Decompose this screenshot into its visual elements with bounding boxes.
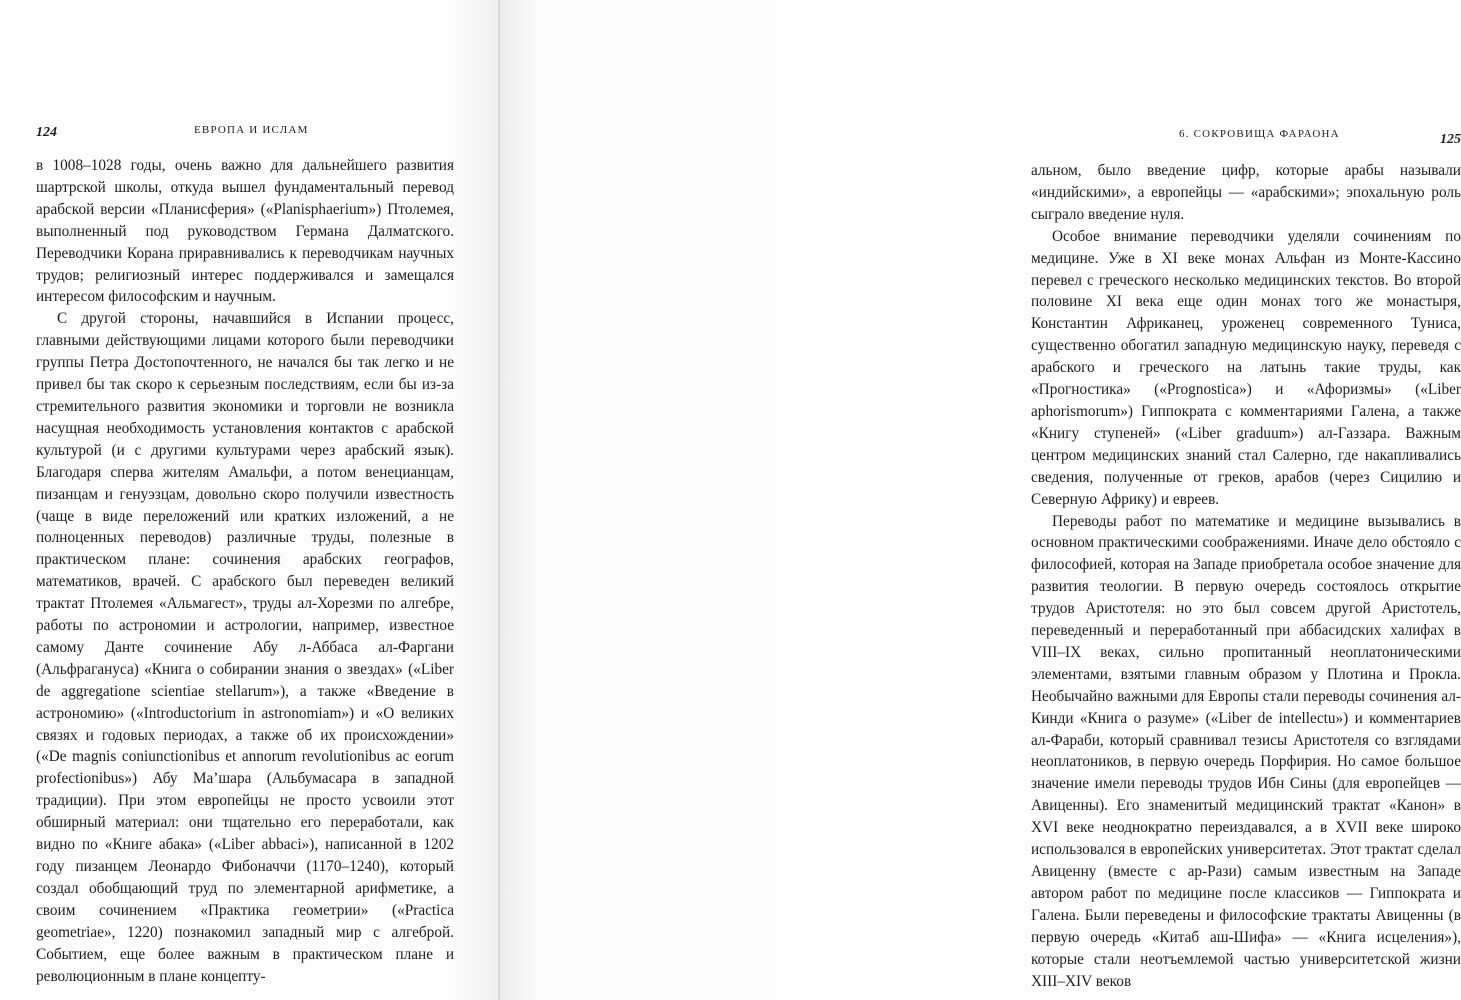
left-running-head: ЕВРОПА И ИСЛАМ: [194, 124, 309, 136]
paragraph: С другой стороны, начавшийся в Испании процесс, главными действующими лицами которого были переводчики группы Петра Достопочтенного, не начался бы так легко и не привел бы так скоро к серьезным последствиям, если бы из-за стремительного развития экономики и торговли не возникла насущная необходимость установления контактов с арабской культурой (и с другими культурами через арабский язык). Благодаря сперва жителям Амальфи, а потом венецианцам, пизанцам и генуэзцам, довольно скоро получили известность (чаще в виде переложений или кратких изложений, а не полноценных переводов) различные труды, полезные в практическом плане: сочинения арабских географов, математиков, врачей. С арабского был переведен великий трактат Птолемея «Альмагест», труды ал-Хорезми по алгебре, работы по астрономии и астрологии, например, известное самому Данте сочинение Абу л-Аббаса ал-Фаргани (Альфрагануса) «Книга о собирании знания о звездах» («Liber de aggregatione scientiae stellarum»), а также «Введение в астрономию» («Introductorium in astronomiam») и «О великих связях и годовых периодах, а также об их происхождении» («De magnis coniunctionibus et annorum revolutionibus ac eorum profectionibus») Абу Ма’шара (Альбумасара в западной традиции). При этом европейцы не просто усвоили этот обширный материал: они тщательно его переработали, как видно по «Книге абака» («Liber abbaci»), написанной в 1202 году пизанцем Леонардо Фибоначчи (1170–1240), который создал обобщающий труд по элементарной арифметике, а своим сочинением «Практика геометрии» («Practica geometriae», 1220) познакомил западный мир с алгеброй. Событием, еще более важным в практическом плане и революционным в плане концепту-: [36, 310, 454, 985]
paragraph: Особое внимание переводчики уделяли сочинениям по медицине. Уже в XI веке монах Альфан из Монте-Кассино перевел с греческого несколько медицинских текстов. Во второй половине XI века еще один монах того же монастыря, Константин Африканец, уроженец современного Туниса, существенно обогатил западную медицинскую науку, переведя с арабского и греческого на латынь такие труды, как «Прогностика» («Prognostica») и «Афоризмы» («Liber aphorismorum») Гиппократа с комментариями Галена, а также «Книгу ступеней» («Liber graduum») ал-Газзара. Важным центром медицинских знаний стал Салерно, где накапливались сведения, полученные от греков, арабов (через Сицилию и Северную Африку) и евреев.: [1031, 227, 1461, 508]
paragraph: Переводы работ по математике и медицине вызывались в основном практическими соображениями. Иначе дело обстояло с философией, которая на Западе приобретала особое значение для развития теологии. В первую очередь состоялось открытие трудов Аристотеля: но это был совсем другой Аристотель, переведенный и переработанный при аббасидских халифах в VIII–IX веках, сильно пропитанный неоплатоническими элементами, взятыми главным образом у Плотина и Прокла. Необычайно важными для Европы стали переводы сочинения ал-Кинди «Книга о разуме» («Liber de intellectu») и комментариев ал-Фараби, который сравнивал тезисы Аристотеля со взглядами неоплатоников, в первую очередь Порфирия. Но самое большое значение имели переводы трудов Ибн Сины (для европейцев — Авиценны). Его знаменитый медицинский трактат «Канон» в XVI веке неоднократно переиздавался, а в XVII веке широко использовался в европейских университетах. Этот трактат сделал Авиценну (вместе с ар-Рази) самым известным на Западе автором работ по медицине после классиков — Гиппократа и Галена. Были переведены и философские трактаты Авиценны (в первую очередь «Китаб аш-Шифа» — «Книга исцеления»), которые стали неотъемлемой частью университетской жизни XIII–XIV веков: [1031, 512, 1461, 990]
right-running-head: 6. СОКРОВИЩА ФАРАОНА: [1179, 128, 1340, 140]
left-page: [0, 0, 500, 1000]
left-page-number: 124: [36, 125, 57, 140]
left-page-header: [36, 122, 454, 144]
right-page-text: [1031, 160, 1461, 992]
left-page-text: [36, 155, 454, 987]
paragraph: альном, было введение цифр, которые арабы называли «индийскими», а европейцы — «арабскими»; эпохальную роль сыграло введение нуля.: [1031, 162, 1461, 223]
right-page: [500, 0, 1461, 1000]
right-page-number: 125: [1440, 132, 1461, 147]
right-page-header: [1031, 122, 1461, 147]
paragraph: в 1008–1028 годы, очень важно для дальнейшего развития шартрской школы, откуда вышел фундаментальный перевод арабской версии «Планисферия» («Planisphaerium») Птолемея, выполненный под руководством Германа Далматского. Переводчики Корана приравнивались к переводчикам научных трудов; религиозный интерес поддерживался и замещался интересом философским и научным.: [36, 157, 454, 306]
